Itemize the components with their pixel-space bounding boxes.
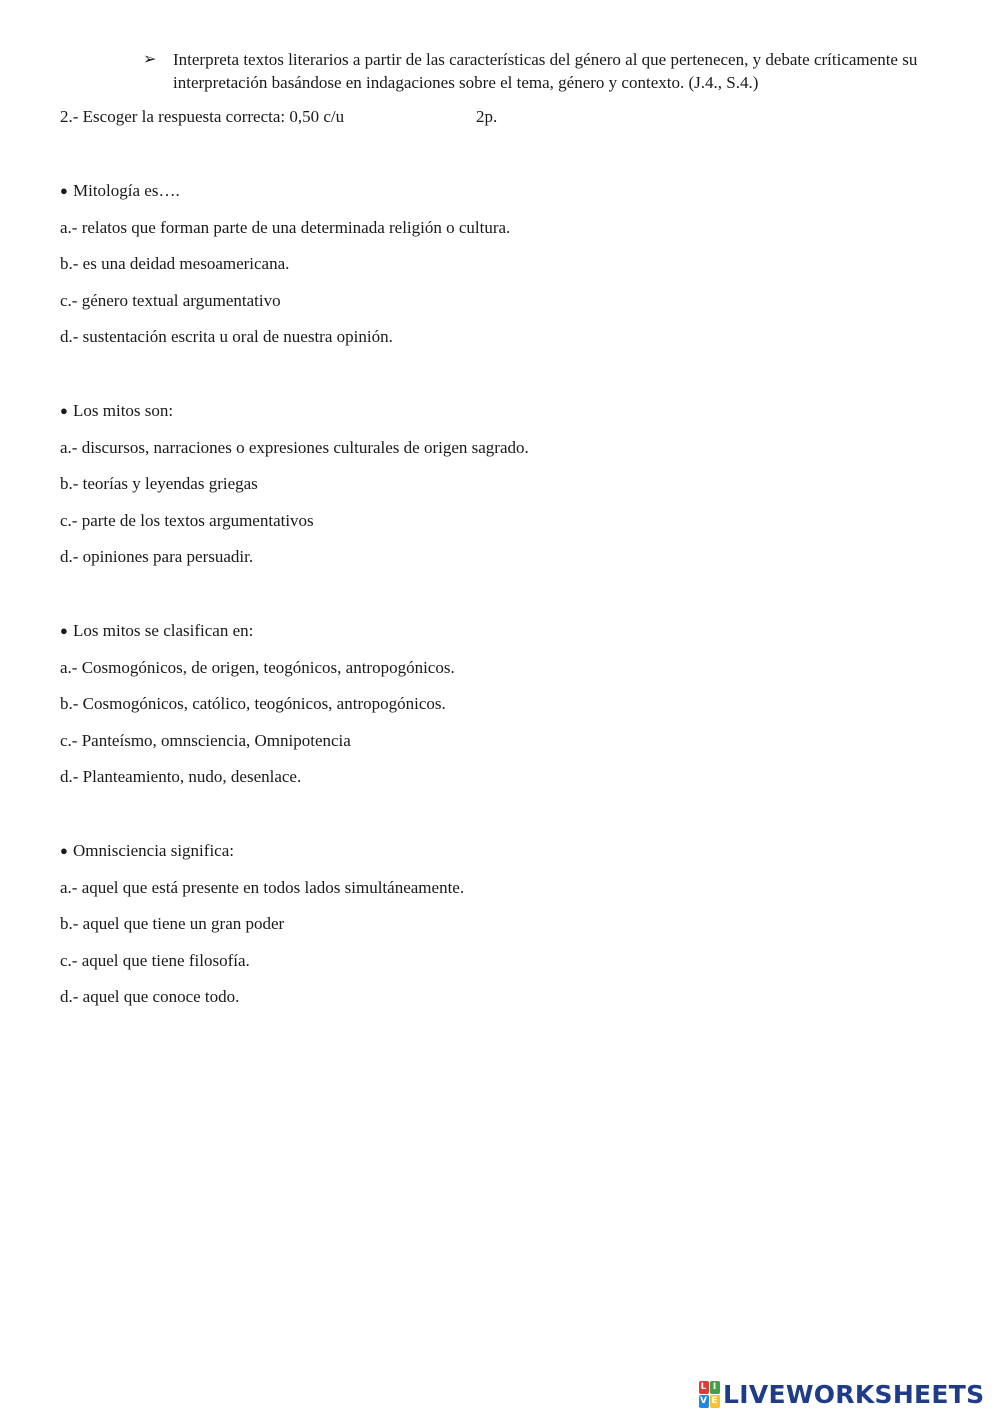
- question-block: [60, 180, 940, 363]
- bullet-icon: ●: [60, 843, 68, 858]
- answer-option[interactable]: c.- Panteísmo, omnsciencia, Omnipotencia: [60, 730, 351, 750]
- question-stem: [60, 400, 940, 437]
- bullet-icon: ●: [60, 183, 68, 198]
- question-stem-text: Los mitos se clasifican en:: [73, 621, 254, 640]
- logo-mark-letter: L: [699, 1381, 709, 1394]
- answer-option[interactable]: c.- aquel que tiene filosofía.: [60, 950, 250, 970]
- logo-mark-letter: I: [710, 1381, 720, 1394]
- question-block: [60, 400, 940, 583]
- answer-option[interactable]: a.- aquel que está presente en todos lados simultáneamente.: [60, 877, 465, 897]
- competency-criterion: [143, 48, 943, 94]
- answer-option[interactable]: b.- Cosmogónicos, católico, teogónicos, antropogónicos.: [60, 694, 446, 714]
- question-stem: [60, 620, 940, 657]
- answer-option[interactable]: c.- parte de los textos argumentativos: [60, 510, 314, 530]
- answer-option[interactable]: d.- opiniones para persuadir.: [60, 547, 254, 567]
- liveworksheets-logo-icon: [698, 1380, 720, 1408]
- section-instruction: [60, 107, 498, 127]
- bullet-icon: ●: [60, 623, 68, 638]
- answer-option[interactable]: b.- teorías y leyendas griegas: [60, 474, 258, 494]
- question-stem: [60, 180, 940, 217]
- arrow-bullet-icon: ➢: [143, 51, 157, 68]
- logo-mark-letter: E: [711, 1396, 718, 1406]
- question-block: [60, 620, 940, 803]
- answer-option[interactable]: b.- es una deidad mesoamericana.: [60, 254, 290, 274]
- instruction-text: 2.- Escoger la respuesta correcta: 0,50 c/u: [60, 107, 345, 126]
- question-stem-text: Omnisciencia significa:: [73, 841, 234, 860]
- question-stem-text: Los mitos son:: [73, 401, 174, 420]
- question-stem: [60, 840, 940, 877]
- bullet-icon: ●: [60, 403, 68, 418]
- answer-option[interactable]: d.- sustentación escrita u oral de nuestra opinión.: [60, 327, 393, 347]
- question-block: [60, 840, 940, 1023]
- criterion-text: Interpreta textos literarios a partir de las características del género al que pertenecen, y debate críticamente su interpretación basándose en indagaciones sobre el tema, género y contexto. (J.4., S.4.): [173, 50, 918, 92]
- answer-option[interactable]: b.- aquel que tiene un gran poder: [60, 914, 285, 934]
- logo-text: LIVEWORKSHEETS: [723, 1379, 985, 1409]
- question-stem-text: Mitología es….: [73, 181, 180, 200]
- points-value: 2p.: [476, 107, 498, 126]
- answer-option[interactable]: d.- Planteamiento, nudo, desenlace.: [60, 767, 302, 787]
- logo-mark-letter: V: [700, 1396, 707, 1406]
- answer-option[interactable]: a.- discursos, narraciones o expresiones culturales de origen sagrado.: [60, 437, 529, 457]
- answer-option[interactable]: a.- relatos que forman parte de una determinada religión o cultura.: [60, 217, 511, 237]
- answer-option[interactable]: d.- aquel que conoce todo.: [60, 987, 240, 1007]
- answer-option[interactable]: c.- género textual argumentativo: [60, 290, 281, 310]
- liveworksheets-logo: [698, 1377, 984, 1411]
- answer-option[interactable]: a.- Cosmogónicos, de origen, teogónicos, antropogónicos.: [60, 657, 455, 677]
